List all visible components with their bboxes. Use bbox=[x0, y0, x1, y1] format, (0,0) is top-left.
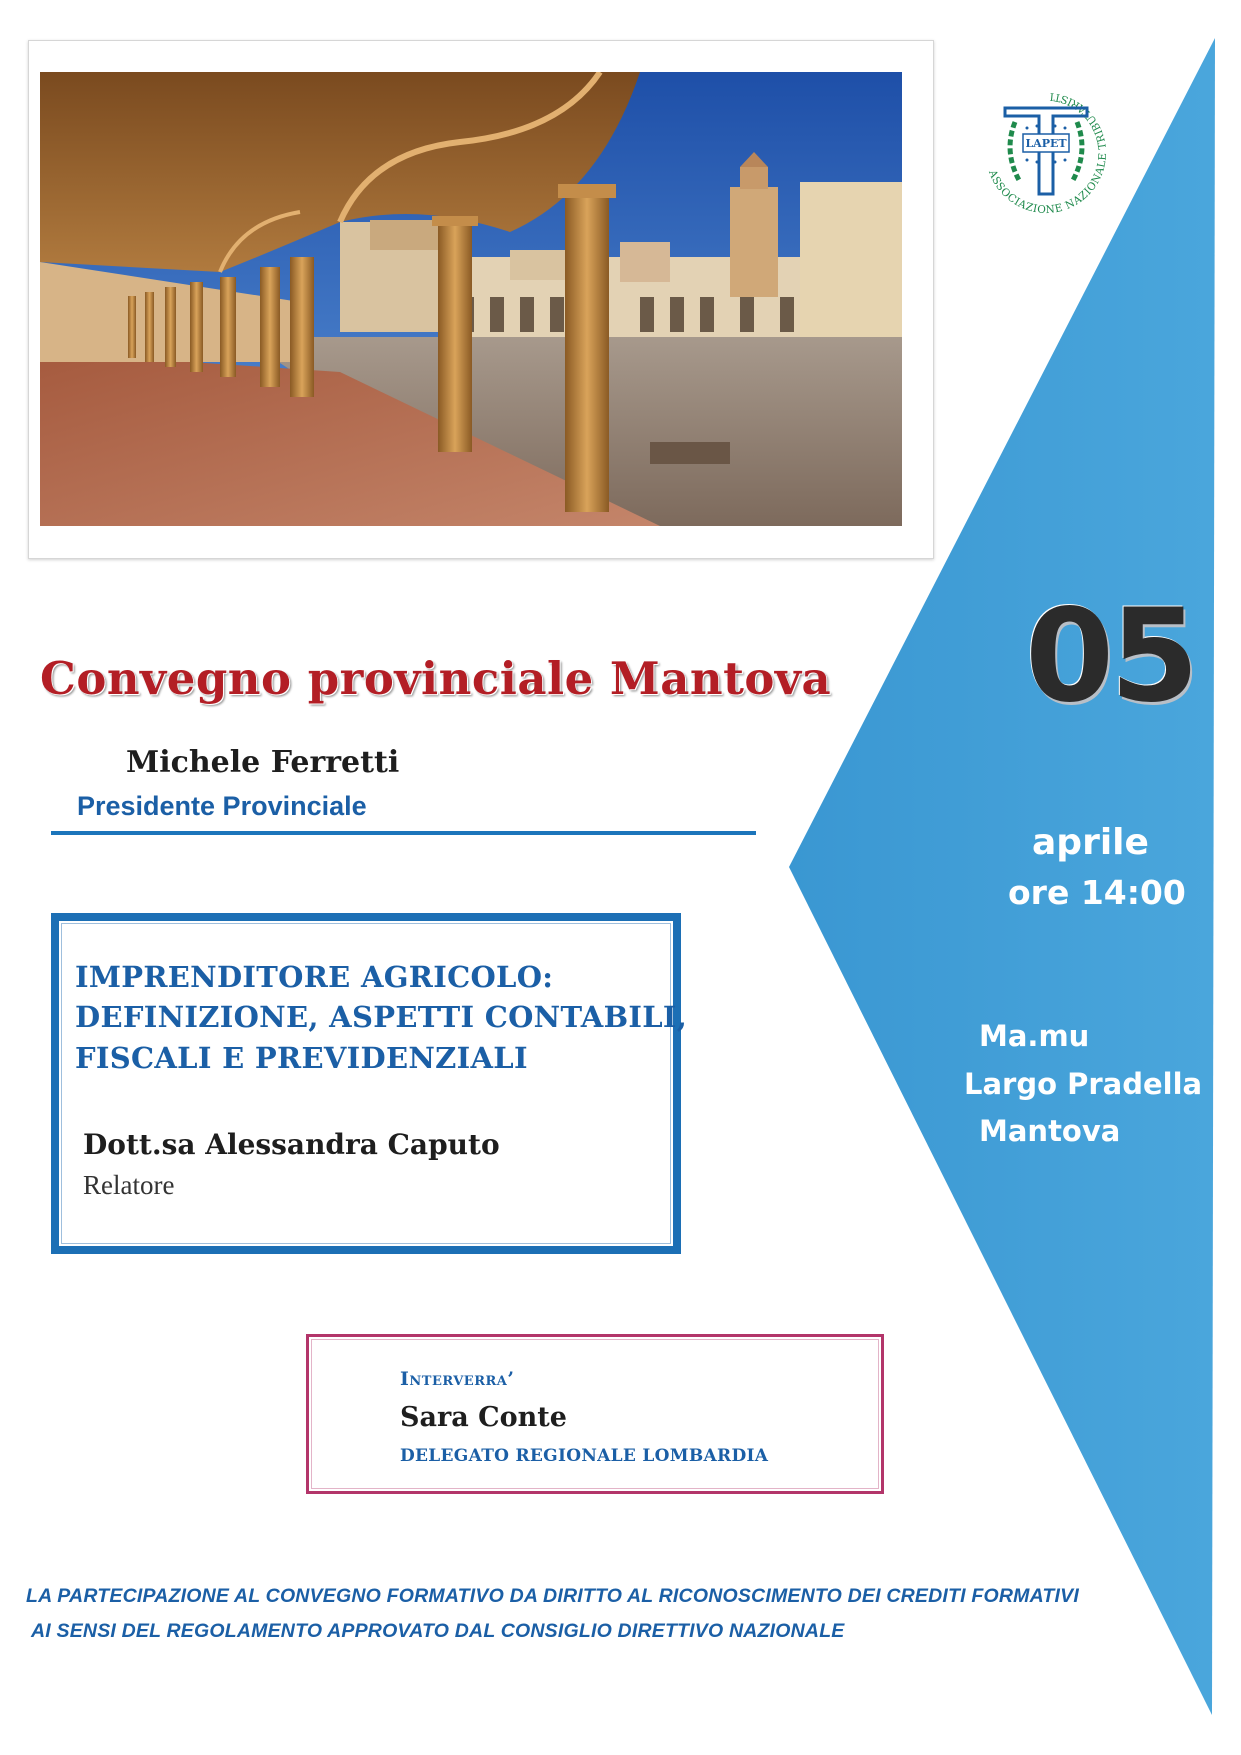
venue-street: Largo Pradella bbox=[964, 1067, 1203, 1101]
speaker-role: Relatore bbox=[83, 1170, 175, 1200]
guest-name: Sara Conte bbox=[400, 1402, 567, 1433]
event-date-month: aprile bbox=[1032, 822, 1149, 863]
guest-heading: Interverra’ bbox=[400, 1368, 515, 1390]
president-divider bbox=[51, 831, 756, 835]
arcade-courtyard-photo bbox=[40, 72, 902, 526]
guest-role: DELEGATO REGIONALE LOMBARDIA bbox=[400, 1446, 769, 1466]
venue-name: Ma.mu bbox=[979, 1019, 1090, 1053]
topic-title-line: FISCALI E PREVIDENZIALI bbox=[75, 1041, 528, 1075]
footer-note-line: AI SENSI DEL REGOLAMENTO APPROVATO DAL CONSIGLIO DIRETTIVO NAZIONALE bbox=[31, 1620, 845, 1642]
logo-ring-text: ASSOCIAZIONE NAZIONALE TRIBUTARISTI bbox=[986, 90, 1110, 217]
event-time: ore 14:00 bbox=[1008, 873, 1186, 912]
logo-abbr: LAPET bbox=[1025, 137, 1067, 150]
photo-frame bbox=[28, 40, 934, 559]
lapet-logo bbox=[975, 82, 1117, 224]
topic-title-line: DEFINIZIONE, ASPETTI CONTABILI, bbox=[75, 1000, 688, 1034]
venue-city: Mantova bbox=[979, 1114, 1121, 1148]
speaker-name: Dott.sa Alessandra Caputo bbox=[83, 1128, 500, 1161]
president-name: Michele Ferretti bbox=[126, 745, 400, 780]
topic-title-line: IMPRENDITORE AGRICOLO: bbox=[75, 960, 554, 994]
event-title: Convegno provinciale Mantova bbox=[40, 652, 832, 705]
footer-note-line: LA PARTECIPAZIONE AL CONVEGNO FORMATIVO DA DIRITTO AL RICONOSCIMENTO DEI CREDITI FORMATIVI bbox=[26, 1585, 1079, 1607]
president-role: Presidente Provinciale bbox=[77, 791, 367, 821]
guest-box bbox=[306, 1334, 884, 1494]
event-date-day: 05 bbox=[1024, 582, 1196, 731]
